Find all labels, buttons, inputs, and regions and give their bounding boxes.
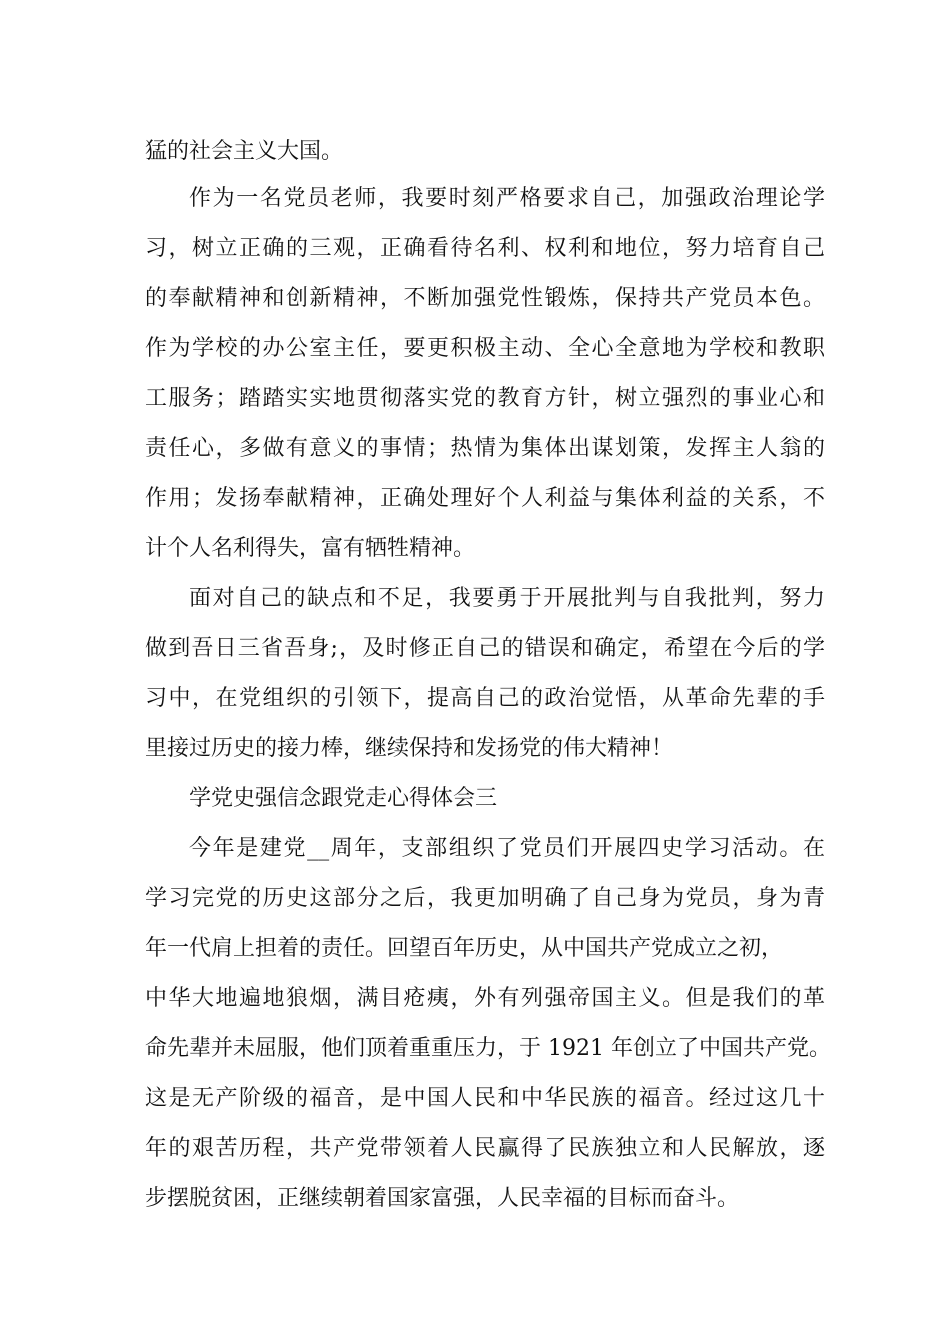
text-line: 习中，在党组织的引领下，提高自己的政治觉悟，从革命先辈的手 xyxy=(145,686,825,711)
paragraph-first-line: 今年是建党__周年，支部组织了党员们开展四史学习活动。在 xyxy=(189,836,825,861)
paragraph-first-line: 作为一名党员老师，我要时刻严格要求自己，加强政治理论学 xyxy=(189,186,825,211)
text-line: 中华大地遍地狼烟，满目疮痍，外有列强帝国主义。但是我们的革 xyxy=(145,986,825,1011)
text-line: 猛的社会主义大国。 xyxy=(145,139,344,164)
section-heading: 学党史强信念跟党走心得体会三 xyxy=(189,786,498,811)
paragraph-first-line: 面对自己的缺点和不足，我要勇于开展批判与自我批判，努力 xyxy=(189,586,825,611)
text-line: 工服务；踏踏实实地贯彻落实党的教育方针，树立强烈的事业心和 xyxy=(145,386,825,411)
text-line: 的奉献精神和创新精神，不断加强党性锻炼，保持共产党员本色。 xyxy=(145,286,825,311)
text-line: 步摆脱贫困，正继续朝着国家富强，人民幸福的目标而奋斗。 xyxy=(145,1186,740,1211)
text-line: 这是无产阶级的福音，是中国人民和中华民族的福音。经过这几十 xyxy=(145,1086,825,1111)
text-line: 习，树立正确的三观，正确看待名利、权利和地位，努力培育自己 xyxy=(145,236,825,261)
text-line: 作为学校的办公室主任，要更积极主动、全心全意地为学校和教职 xyxy=(145,336,825,361)
text-line: 学习完党的历史这部分之后，我更加明确了自己身为党员，身为青 xyxy=(145,886,825,911)
text-line: 作用；发扬奉献精神，正确处理好个人利益与集体利益的关系，不 xyxy=(145,486,825,511)
text-line: 年的艰苦历程，共产党带领着人民赢得了民族独立和人民解放，逐 xyxy=(145,1136,825,1161)
text-line: 里接过历史的接力棒，继续保持和发扬党的伟大精神！ xyxy=(145,736,674,761)
text-line: 责任心，多做有意义的事情；热情为集体出谋划策，发挥主人翁的 xyxy=(145,436,825,461)
text-line: 年一代肩上担着的责任。回望百年历史，从中国共产党成立之初， xyxy=(145,936,784,961)
text-line: 做到吾日三省吾身;，及时修正自己的错误和确定，希望在今后的学 xyxy=(145,636,825,661)
text-line: 计个人名利得失，富有牺牲精神。 xyxy=(145,536,476,561)
text-line: 命先辈并未屈服，他们顶着重重压力，于 1921 年创立了中国共产党。 xyxy=(145,1036,831,1061)
